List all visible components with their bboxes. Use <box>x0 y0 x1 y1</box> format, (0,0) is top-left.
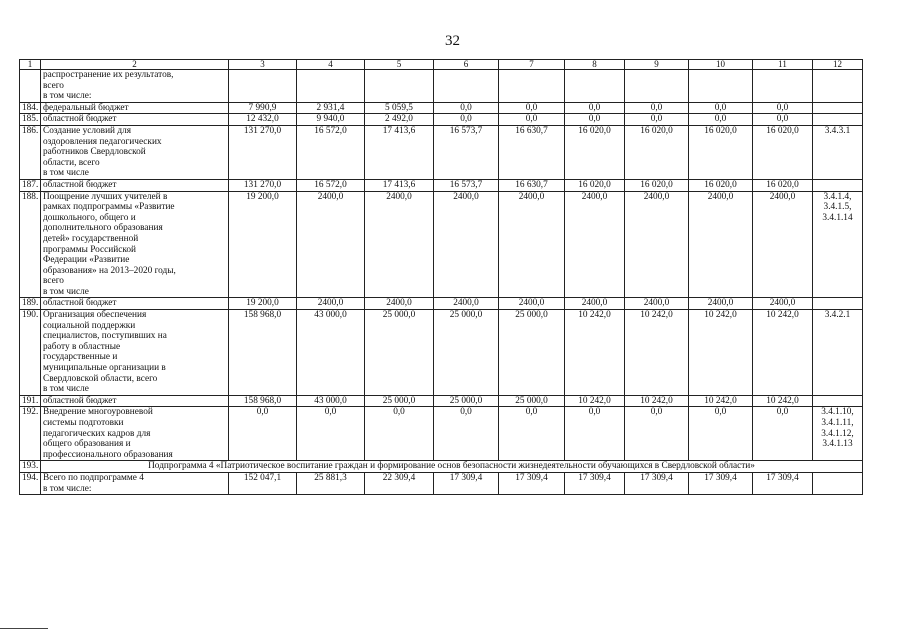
table-row <box>20 102 863 114</box>
row-number: 194. <box>20 472 41 494</box>
label-line: в том числе <box>43 384 89 395</box>
value-cell <box>753 70 813 103</box>
table-row <box>20 310 863 396</box>
column-number: 12 <box>813 60 863 70</box>
value-cell <box>297 70 365 103</box>
label-line: Создание условий для <box>43 125 131 136</box>
value-cell: 2400,0 <box>689 298 753 310</box>
ref-line: 3.4.1.11, <box>821 418 854 428</box>
value-cell: 16 020,0 <box>625 125 689 179</box>
value-cell: 9 940,0 <box>297 114 365 126</box>
row-label <box>41 472 229 494</box>
budget-table <box>19 59 863 495</box>
ref-line: 3.4.1.4, <box>823 191 852 202</box>
value-cell: 2400,0 <box>434 298 499 310</box>
value-cell: 2400,0 <box>625 298 689 310</box>
value-cell: 0,0 <box>499 114 565 126</box>
label-line: в том числе <box>43 168 89 179</box>
value-cell: 25 000,0 <box>434 395 499 407</box>
value-cell: 17 309,4 <box>689 472 753 494</box>
value-cell: 0,0 <box>753 102 813 114</box>
row-label <box>41 114 229 126</box>
row-number: 187. <box>20 179 41 191</box>
value-cell: 158 968,0 <box>229 395 297 407</box>
value-cell <box>565 70 625 103</box>
value-cell: 10 242,0 <box>689 395 753 407</box>
value-cell: 17 413,6 <box>365 125 434 179</box>
value-cell: 2400,0 <box>565 298 625 310</box>
value-cell: 16 020,0 <box>565 179 625 191</box>
ref-line: 3.4.1.5, <box>823 202 852 213</box>
value-cell: 0,0 <box>753 407 813 461</box>
value-cell <box>365 70 434 103</box>
target-indicator-ref <box>813 472 863 494</box>
ref-line: 3.4.2.1 <box>824 310 851 321</box>
target-indicator-ref <box>813 102 863 114</box>
ref-line: 3.4.3.1 <box>824 125 851 136</box>
value-cell: 16 630,7 <box>499 179 565 191</box>
target-indicator-ref <box>813 298 863 310</box>
value-cell: 19 200,0 <box>229 298 297 310</box>
value-cell: 10 242,0 <box>565 310 625 396</box>
label-line: специалистов, поступивших на <box>43 331 167 342</box>
label-line: дополнительного образования <box>43 223 163 234</box>
value-cell: 17 309,4 <box>499 472 565 494</box>
value-cell: 2400,0 <box>753 191 813 298</box>
value-cell: 0,0 <box>689 102 753 114</box>
value-cell: 25 000,0 <box>434 310 499 396</box>
row-number: 189. <box>20 298 41 310</box>
label-line: в том числе: <box>43 91 92 102</box>
label-line: областной бюджет <box>43 114 117 125</box>
value-cell: 16 573,7 <box>434 125 499 179</box>
value-cell: 0,0 <box>565 407 625 461</box>
label-line: федеральный бюджет <box>43 102 129 113</box>
value-cell: 0,0 <box>499 407 565 461</box>
row-number: 186. <box>20 125 41 179</box>
value-cell: 0,0 <box>499 102 565 114</box>
row-number: 192. <box>20 407 41 461</box>
value-cell: 10 242,0 <box>753 395 813 407</box>
target-indicator-ref <box>813 191 863 298</box>
value-cell: 0,0 <box>434 114 499 126</box>
label-line: работников Свердловской <box>43 147 146 158</box>
value-cell: 2400,0 <box>565 191 625 298</box>
label-line: социальной поддержки <box>43 320 136 331</box>
target-indicator-ref <box>813 70 863 103</box>
target-indicator-ref <box>813 125 863 179</box>
value-cell: 0,0 <box>689 407 753 461</box>
row-label <box>41 191 229 298</box>
row-number: 193. <box>20 461 41 473</box>
value-cell: 0,0 <box>229 407 297 461</box>
value-cell: 25 881,3 <box>297 472 365 494</box>
value-cell <box>625 70 689 103</box>
value-cell <box>229 70 297 103</box>
column-number: 1 <box>20 60 41 70</box>
row-number: 188. <box>20 191 41 298</box>
table-row <box>20 461 863 473</box>
value-cell <box>499 70 565 103</box>
target-indicator-ref <box>813 395 863 407</box>
value-cell: 0,0 <box>625 102 689 114</box>
label-line: в том числе: <box>43 483 92 494</box>
value-cell: 131 270,0 <box>229 179 297 191</box>
value-cell: 2400,0 <box>365 191 434 298</box>
value-cell: 0,0 <box>565 114 625 126</box>
value-cell: 2 931,4 <box>297 102 365 114</box>
row-label <box>41 102 229 114</box>
label-line: Внедрение многоуровневой <box>43 407 153 418</box>
column-number: 3 <box>229 60 297 70</box>
target-indicator-ref <box>813 310 863 396</box>
value-cell: 2400,0 <box>365 298 434 310</box>
value-cell: 0,0 <box>625 114 689 126</box>
table-row <box>20 114 863 126</box>
value-cell: 158 968,0 <box>229 310 297 396</box>
value-cell: 2400,0 <box>689 191 753 298</box>
column-number: 5 <box>365 60 434 70</box>
label-line: распространение их результатов, <box>43 70 174 80</box>
row-label <box>41 70 229 103</box>
scan-edge-mark <box>0 628 48 629</box>
ref-line: 3.4.1.13 <box>822 439 853 450</box>
value-cell: 0,0 <box>434 407 499 461</box>
row-label <box>41 179 229 191</box>
label-line: Всего по подпрограмме 4 <box>43 472 144 483</box>
label-line: области, всего <box>43 157 100 168</box>
value-cell: 2400,0 <box>297 191 365 298</box>
ref-line: 3.4.1.14 <box>822 212 853 223</box>
value-cell: 16 020,0 <box>753 125 813 179</box>
table-row <box>20 70 863 103</box>
table-row <box>20 395 863 407</box>
column-number: 9 <box>625 60 689 70</box>
row-label <box>41 125 229 179</box>
value-cell: 10 242,0 <box>625 395 689 407</box>
value-cell: 17 413,6 <box>365 179 434 191</box>
row-number: 190. <box>20 310 41 396</box>
value-cell: 10 242,0 <box>625 310 689 396</box>
table-row <box>20 298 863 310</box>
label-line: оздоровления педагогических <box>43 136 162 147</box>
row-number: 185. <box>20 114 41 126</box>
value-cell: 2400,0 <box>297 298 365 310</box>
label-line: областной бюджет <box>43 298 117 309</box>
label-line: областной бюджет <box>43 395 117 406</box>
value-cell: 2400,0 <box>625 191 689 298</box>
value-cell: 0,0 <box>753 114 813 126</box>
column-number: 7 <box>499 60 565 70</box>
label-line: общего образования и <box>43 439 131 450</box>
value-cell: 12 432,0 <box>229 114 297 126</box>
value-cell: 10 242,0 <box>565 395 625 407</box>
table-row <box>20 179 863 191</box>
value-cell: 17 309,4 <box>434 472 499 494</box>
value-cell: 152 047,1 <box>229 472 297 494</box>
column-number: 10 <box>689 60 753 70</box>
target-indicator-ref <box>813 407 863 461</box>
table-row <box>20 472 863 494</box>
value-cell: 2400,0 <box>434 191 499 298</box>
value-cell: 25 000,0 <box>365 395 434 407</box>
value-cell: 17 309,4 <box>753 472 813 494</box>
target-indicator-ref <box>813 179 863 191</box>
value-cell: 0,0 <box>689 114 753 126</box>
value-cell: 16 020,0 <box>625 179 689 191</box>
row-label <box>41 310 229 396</box>
label-line: всего <box>43 80 64 91</box>
value-cell: 131 270,0 <box>229 125 297 179</box>
table-row <box>20 125 863 179</box>
value-cell: 16 020,0 <box>565 125 625 179</box>
label-line: Свердловской области, всего <box>43 373 158 384</box>
column-number: 6 <box>434 60 499 70</box>
row-label <box>41 395 229 407</box>
page-number: 32 <box>445 33 460 49</box>
value-cell: 25 000,0 <box>365 310 434 396</box>
row-number: 191. <box>20 395 41 407</box>
subprogram-title: Подпрограмма 4 «Патриотическое воспитание граждан и формирование основ безопасности жизнедеятельности обучающихся в Свердловской области» <box>41 461 863 473</box>
value-cell: 16 020,0 <box>689 125 753 179</box>
column-number-row <box>20 60 863 70</box>
value-cell: 0,0 <box>565 102 625 114</box>
label-line: всего <box>43 276 64 287</box>
value-cell: 2400,0 <box>753 298 813 310</box>
value-cell: 16 020,0 <box>753 179 813 191</box>
label-line: муниципальные организации в <box>43 363 166 374</box>
label-line: программы Российской <box>43 244 137 255</box>
label-line: Поощрение лучших учителей в <box>43 191 168 202</box>
column-number: 11 <box>753 60 813 70</box>
column-number: 4 <box>297 60 365 70</box>
label-line: педагогических кадров для <box>43 428 151 439</box>
value-cell: 25 000,0 <box>499 310 565 396</box>
label-line: образования» на 2013–2020 годы, <box>43 265 176 276</box>
ref-line: 3.4.1.10, <box>821 407 854 418</box>
label-line: детей» государственной <box>43 233 139 244</box>
label-line: областной бюджет <box>43 179 117 190</box>
value-cell: 0,0 <box>434 102 499 114</box>
value-cell: 16 572,0 <box>297 179 365 191</box>
value-cell: 0,0 <box>297 407 365 461</box>
ref-line: 3.4.1.12, <box>821 428 854 439</box>
value-cell: 2 492,0 <box>365 114 434 126</box>
label-line: работу в областные <box>43 341 121 352</box>
value-cell: 5 059,5 <box>365 102 434 114</box>
value-cell: 16 573,7 <box>434 179 499 191</box>
value-cell: 16 572,0 <box>297 125 365 179</box>
value-cell: 17 309,4 <box>565 472 625 494</box>
row-number: 184. <box>20 102 41 114</box>
value-cell: 10 242,0 <box>689 310 753 396</box>
row-label <box>41 298 229 310</box>
label-line: государственные и <box>43 352 118 363</box>
column-number: 8 <box>565 60 625 70</box>
value-cell <box>434 70 499 103</box>
column-number: 2 <box>41 60 229 70</box>
value-cell: 43 000,0 <box>297 395 365 407</box>
value-cell: 16 630,7 <box>499 125 565 179</box>
label-line: системы подготовки <box>43 418 124 428</box>
value-cell: 2400,0 <box>499 298 565 310</box>
label-line: рамках подпрограммы «Развитие <box>43 202 175 213</box>
value-cell: 22 309,4 <box>365 472 434 494</box>
value-cell: 16 020,0 <box>689 179 753 191</box>
target-indicator-ref <box>813 114 863 126</box>
table-row <box>20 191 863 298</box>
value-cell <box>689 70 753 103</box>
value-cell: 19 200,0 <box>229 191 297 298</box>
label-line: Федерации «Развитие <box>43 255 130 266</box>
label-line: дошкольного, общего и <box>43 212 136 223</box>
label-line: Организация обеспечения <box>43 310 147 321</box>
value-cell: 10 242,0 <box>753 310 813 396</box>
value-cell: 0,0 <box>625 407 689 461</box>
row-label <box>41 407 229 461</box>
row-number <box>20 70 41 103</box>
value-cell: 2400,0 <box>499 191 565 298</box>
value-cell: 7 990,9 <box>229 102 297 114</box>
value-cell: 17 309,4 <box>625 472 689 494</box>
label-line: в том числе <box>43 286 89 297</box>
table-row <box>20 407 863 461</box>
label-line: профессионального образования <box>43 449 173 460</box>
value-cell: 43 000,0 <box>297 310 365 396</box>
value-cell: 0,0 <box>365 407 434 461</box>
value-cell: 25 000,0 <box>499 395 565 407</box>
